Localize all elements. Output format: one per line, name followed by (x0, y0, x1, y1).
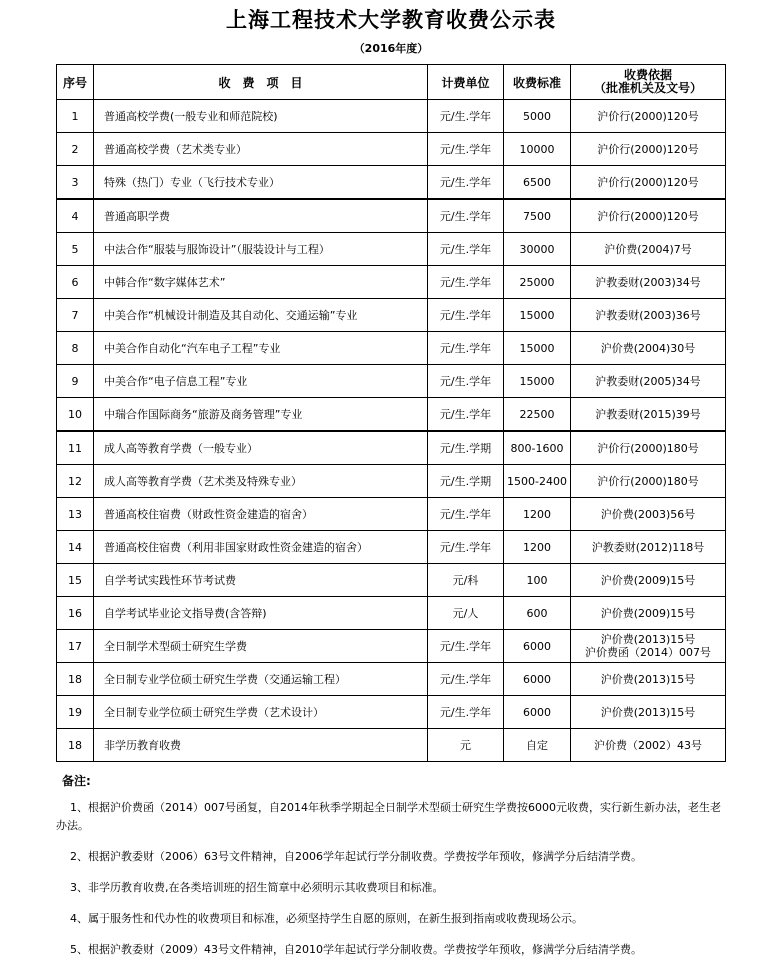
fee-table (56, 64, 726, 762)
row-no-cell: 9 (57, 365, 94, 398)
row-standard-cell: 15000 (504, 332, 571, 365)
header-basis (571, 65, 726, 100)
table-row (57, 398, 726, 432)
basis-line: 沪价费(2004)30号 (600, 341, 696, 355)
table-row (57, 199, 726, 233)
row-standard-cell: 1500-2400 (504, 465, 571, 498)
row-basis-cell (571, 166, 726, 200)
row-basis-cell (571, 531, 726, 564)
row-standard-cell: 自定 (504, 729, 571, 762)
row-unit-cell: 元/生.学期 (428, 465, 504, 498)
row-item-cell: 中瑞合作国际商务“旅游及商务管理”专业 (94, 398, 428, 432)
basis-line: 沪价费函（2014）007号 (585, 646, 711, 659)
row-unit-cell: 元/生.学年 (428, 398, 504, 432)
row-unit-cell: 元/生.学年 (428, 696, 504, 729)
row-unit-cell: 元/生.学年 (428, 531, 504, 564)
row-no-cell: 5 (57, 233, 94, 266)
notes-section (56, 772, 726, 972)
row-unit-cell: 元/生.学年 (428, 332, 504, 365)
row-standard-cell: 15000 (504, 299, 571, 332)
basis-line: 沪价费（2002）43号 (594, 738, 702, 752)
row-basis-cell (571, 663, 726, 696)
table-row (57, 332, 726, 365)
header-no: 序号 (57, 65, 94, 100)
page-title: 上海工程技术大学教育收费公示表 (226, 8, 556, 32)
basis-line: 沪价费(2013)15号 (600, 633, 696, 646)
year-subtitle: （2016年度） (353, 42, 429, 55)
row-standard-cell: 7500 (504, 199, 571, 233)
row-unit-cell: 元/生.学年 (428, 166, 504, 200)
row-item-cell: 中法合作“服装与服饰设计”（服装设计与工程） (94, 233, 428, 266)
row-standard-cell: 5000 (504, 100, 571, 133)
basis-line: 沪教委财(2005)34号 (595, 374, 701, 388)
notes-title: 备注: (62, 774, 91, 788)
basis-line: 沪价费(2004)7号 (604, 242, 692, 256)
basis-line: 沪价行(2000)120号 (597, 142, 699, 156)
basis-line: 沪价行(2000)120号 (597, 109, 699, 123)
table-row (57, 465, 726, 498)
header-basis-line2: （批准机关及文号） (593, 81, 702, 95)
row-basis-cell (571, 100, 726, 133)
row-item-cell: 中韩合作“数字媒体艺术” (94, 266, 428, 299)
header-item: 收 费 项 目 (94, 65, 428, 100)
table-row (57, 663, 726, 696)
row-item-cell: 全日制专业学位硕士研究生学费（艺术设计） (94, 696, 428, 729)
row-unit-cell: 元/生.学年 (428, 498, 504, 531)
row-unit-cell: 元/生.学年 (428, 299, 504, 332)
table-row (57, 100, 726, 133)
note-item: 4、属于服务性和代办性的收费项目和标准，必须坚持学生自愿的原则，在新生报到指南或收费现场公示。 (70, 912, 583, 925)
row-no-cell: 15 (57, 564, 94, 597)
row-unit-cell: 元/科 (428, 564, 504, 597)
row-no-cell: 18 (57, 729, 94, 762)
basis-line: 沪价费(2013)15号 (600, 672, 696, 686)
row-item-cell: 中美合作“机械设计制造及其自动化、交通运输”专业 (94, 299, 428, 332)
table-header-row (57, 65, 726, 100)
basis-line: 沪价费(2003)56号 (600, 507, 696, 521)
basis-line: 沪价行(2000)180号 (597, 441, 699, 455)
row-unit-cell: 元/生.学年 (428, 365, 504, 398)
row-unit-cell: 元/生.学期 (428, 431, 504, 465)
row-basis-cell (571, 729, 726, 762)
note-item: 5、根据沪教委财（2009）43号文件精神，自2010学年起试行学分制收费。学费按学年预收，修满学分后结清学费。 (70, 943, 642, 956)
row-standard-cell: 6500 (504, 166, 571, 200)
row-standard-cell: 22500 (504, 398, 571, 432)
row-no-cell: 10 (57, 398, 94, 432)
row-no-cell: 17 (57, 630, 94, 663)
header-unit: 计费单位 (428, 65, 504, 100)
row-no-cell: 3 (57, 166, 94, 200)
table-row (57, 498, 726, 531)
row-standard-cell: 6000 (504, 696, 571, 729)
row-unit-cell: 元/生.学年 (428, 199, 504, 233)
table-row (57, 431, 726, 465)
row-no-cell: 1 (57, 100, 94, 133)
basis-line: 沪教委财(2003)34号 (595, 275, 701, 289)
basis-line: 沪价行(2000)120号 (597, 175, 699, 189)
row-standard-cell: 1200 (504, 531, 571, 564)
row-item-cell: 普通高职学费 (94, 199, 428, 233)
row-no-cell: 2 (57, 133, 94, 166)
row-standard-cell: 25000 (504, 266, 571, 299)
row-unit-cell: 元/生.学年 (428, 133, 504, 166)
row-item-cell: 普通高校住宿费（利用非国家财政性资金建造的宿舍） (94, 531, 428, 564)
row-no-cell: 12 (57, 465, 94, 498)
basis-line: 沪价行(2000)180号 (597, 474, 699, 488)
basis-line: 沪价行(2000)120号 (597, 209, 699, 223)
row-unit-cell: 元/人 (428, 597, 504, 630)
row-item-cell: 中美合作“电子信息工程”专业 (94, 365, 428, 398)
row-no-cell: 7 (57, 299, 94, 332)
row-standard-cell: 15000 (504, 365, 571, 398)
note-item: 3、非学历教育收费,在各类培训班的招生简章中必须明示其收费项目和标准。 (70, 881, 444, 894)
header-basis-line1: 收费依据 (623, 68, 672, 82)
basis-line: 沪价费(2009)15号 (600, 606, 696, 620)
row-basis-cell (571, 398, 726, 432)
row-basis-cell (571, 597, 726, 630)
basis-line: 沪价费(2013)15号 (600, 705, 696, 719)
row-unit-cell: 元 (428, 729, 504, 762)
table-row (57, 166, 726, 200)
table-row (57, 564, 726, 597)
row-item-cell: 全日制专业学位硕士研究生学费（交通运输工程） (94, 663, 428, 696)
row-no-cell: 6 (57, 266, 94, 299)
row-basis-cell (571, 332, 726, 365)
row-no-cell: 16 (57, 597, 94, 630)
row-standard-cell: 6000 (504, 630, 571, 663)
row-item-cell: 特殊（热门）专业（飞行技术专业） (94, 166, 428, 200)
table-row (57, 233, 726, 266)
table-row (57, 729, 726, 762)
row-standard-cell: 800-1600 (504, 431, 571, 465)
row-basis-cell (571, 431, 726, 465)
row-standard-cell: 30000 (504, 233, 571, 266)
row-item-cell: 成人高等教育学费（一般专业） (94, 431, 428, 465)
row-item-cell: 成人高等教育学费（艺术类及特殊专业） (94, 465, 428, 498)
row-basis-cell (571, 564, 726, 597)
row-item-cell: 普通高校住宿费（财政性资金建造的宿舍） (94, 498, 428, 531)
table-row (57, 365, 726, 398)
row-basis-cell (571, 133, 726, 166)
header-standard: 收费标准 (504, 65, 571, 100)
row-no-cell: 18 (57, 663, 94, 696)
row-unit-cell: 元/生.学年 (428, 630, 504, 663)
row-basis-cell (571, 498, 726, 531)
row-item-cell: 自学考试毕业论文指导费(含答辩) (94, 597, 428, 630)
row-standard-cell: 600 (504, 597, 571, 630)
row-basis-cell (571, 365, 726, 398)
row-no-cell: 8 (57, 332, 94, 365)
fee-table-body (57, 100, 726, 762)
row-basis-cell (571, 465, 726, 498)
row-unit-cell: 元/生.学年 (428, 233, 504, 266)
table-row (57, 597, 726, 630)
row-no-cell: 11 (57, 431, 94, 465)
table-row (57, 133, 726, 166)
row-basis-cell (571, 630, 726, 663)
table-row (57, 531, 726, 564)
table-row (57, 266, 726, 299)
row-no-cell: 19 (57, 696, 94, 729)
row-no-cell: 4 (57, 199, 94, 233)
basis-line: 沪教委财(2003)36号 (595, 308, 701, 322)
table-row (57, 630, 726, 663)
note-item: 2、根据沪教委财（2006）63号文件精神，自2006学年起试行学分制收费。学费按学年预收，修满学分后结清学费。 (70, 850, 642, 863)
row-basis-cell (571, 199, 726, 233)
table-row (57, 299, 726, 332)
row-no-cell: 14 (57, 531, 94, 564)
row-standard-cell: 100 (504, 564, 571, 597)
basis-line: 沪教委财(2015)39号 (595, 407, 701, 421)
row-item-cell: 自学考试实践性环节考试费 (94, 564, 428, 597)
row-unit-cell: 元/生.学年 (428, 100, 504, 133)
table-row (57, 696, 726, 729)
row-unit-cell: 元/生.学年 (428, 266, 504, 299)
row-item-cell: 普通高校学费（艺术类专业） (94, 133, 428, 166)
row-basis-cell (571, 233, 726, 266)
row-item-cell: 非学历教育收费 (94, 729, 428, 762)
note-item: 1、根据沪价费函（2014）007号函复，自2014年秋季学期起全日制学术型硕士研究生学费按6000元收费，实行新生新办法，老生老办法。 (56, 801, 721, 832)
row-no-cell: 13 (57, 498, 94, 531)
row-standard-cell: 6000 (504, 663, 571, 696)
row-basis-cell (571, 696, 726, 729)
row-basis-cell (571, 266, 726, 299)
row-item-cell: 普通高校学费(一般专业和师范院校) (94, 100, 428, 133)
basis-line: 沪价费(2009)15号 (600, 573, 696, 587)
row-basis-cell (571, 299, 726, 332)
row-unit-cell: 元/生.学年 (428, 663, 504, 696)
row-standard-cell: 1200 (504, 498, 571, 531)
row-item-cell: 全日制学术型硕士研究生学费 (94, 630, 428, 663)
row-standard-cell: 10000 (504, 133, 571, 166)
row-item-cell: 中美合作自动化“汽车电子工程”专业 (94, 332, 428, 365)
basis-line: 沪教委财(2012)118号 (591, 540, 705, 554)
